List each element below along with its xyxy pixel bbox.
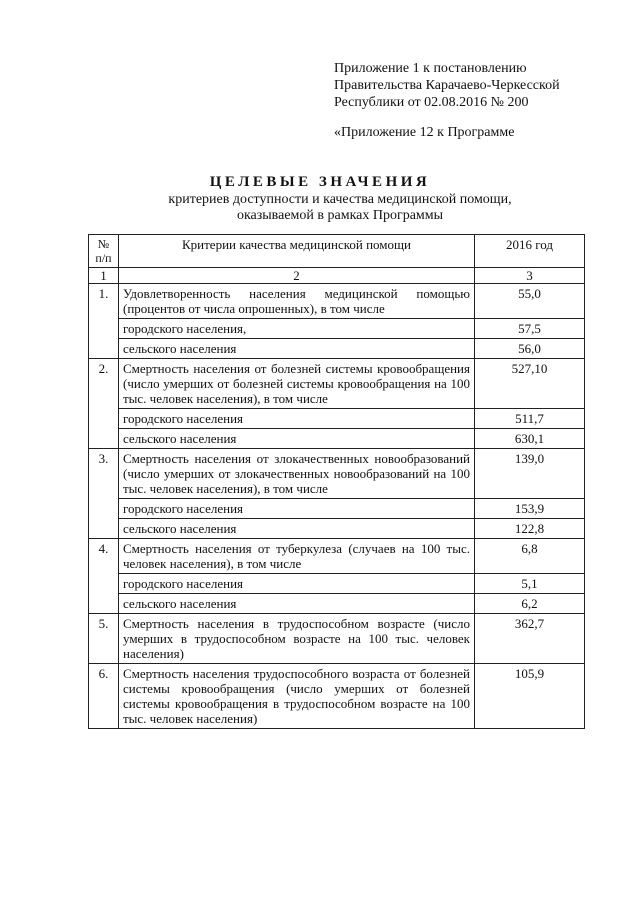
table-row bbox=[89, 449, 585, 499]
criterion-value: 139,0 bbox=[475, 449, 585, 499]
table-subrow bbox=[89, 429, 585, 449]
table-row bbox=[89, 664, 585, 729]
document-subtitle bbox=[110, 192, 570, 224]
subcriterion-value: 630,1 bbox=[475, 429, 585, 449]
row-number: 4. bbox=[89, 539, 119, 614]
row-number: 1. bbox=[89, 284, 119, 359]
criterion-value: 105,9 bbox=[475, 664, 585, 729]
header-num: № п/п bbox=[89, 235, 119, 268]
table-row bbox=[89, 539, 585, 574]
table-subrow bbox=[89, 409, 585, 429]
table-subrow bbox=[89, 594, 585, 614]
subcriterion-text: сельского населения bbox=[119, 429, 475, 449]
table-body bbox=[89, 284, 585, 729]
subcriterion-value: 56,0 bbox=[475, 339, 585, 359]
subcriterion-value: 511,7 bbox=[475, 409, 585, 429]
criterion-text: Смертность населения в трудоспособном возрасте (число умерших в трудоспособном возрасте на 100 тыс. человек населения) bbox=[119, 614, 475, 664]
criteria-table bbox=[88, 234, 585, 729]
criterion-text: Удовлетворенность населения медицинской помощью (процентов от числа опрошенных), в том числе bbox=[119, 284, 475, 319]
table-header-row bbox=[89, 235, 585, 268]
subcriterion-text: городского населения bbox=[119, 499, 475, 519]
criterion-text: Смертность населения от злокачественных новообразований (число умерших от злокачественных новообразований на 100 тыс. человек населения), в том числе bbox=[119, 449, 475, 499]
header-year: 2016 год bbox=[475, 235, 585, 268]
index-cell: 3 bbox=[475, 268, 585, 284]
row-number: 5. bbox=[89, 614, 119, 664]
header-criteria: Критерии качества медицинской помощи bbox=[119, 235, 475, 268]
criterion-text: Смертность населения трудоспособного возраста от болезней системы кровообращения (число умерших от болезней системы кровообращения в трудоспособном возрасте на 100 тыс. человек населения) bbox=[119, 664, 475, 729]
subcriterion-text: сельского населения bbox=[119, 519, 475, 539]
document-title: ЦЕЛЕВЫЕ ЗНАЧЕНИЯ bbox=[209, 174, 431, 190]
subcriterion-value: 153,9 bbox=[475, 499, 585, 519]
subtitle-line-2: оказываемой в рамках Программы bbox=[236, 208, 444, 223]
subcriterion-value: 6,2 bbox=[475, 594, 585, 614]
index-cell: 1 bbox=[89, 268, 119, 284]
criterion-value: 527,10 bbox=[475, 359, 585, 409]
program-reference: «Приложение 12 к Программе bbox=[334, 125, 515, 140]
resolution-reference bbox=[334, 60, 560, 111]
subcriterion-value: 122,8 bbox=[475, 519, 585, 539]
header-line-3: Республики от 02.08.2016 № 200 bbox=[334, 95, 529, 110]
table-subrow bbox=[89, 499, 585, 519]
table-row bbox=[89, 614, 585, 664]
subtitle-line-1: критериев доступности и качества медицинской помощи, bbox=[168, 192, 512, 207]
table-subrow bbox=[89, 519, 585, 539]
subcriterion-text: городского населения bbox=[119, 409, 475, 429]
subcriterion-value: 57,5 bbox=[475, 319, 585, 339]
subcriterion-text: сельского населения bbox=[119, 339, 475, 359]
criterion-value: 362,7 bbox=[475, 614, 585, 664]
subcriterion-text: сельского населения bbox=[119, 594, 475, 614]
table-row bbox=[89, 359, 585, 409]
table-row bbox=[89, 284, 585, 319]
table-subrow bbox=[89, 574, 585, 594]
column-index-row bbox=[89, 268, 585, 284]
header-line-2: Правительства Карачаево-Черкесской bbox=[334, 78, 560, 93]
subcriterion-value: 5,1 bbox=[475, 574, 585, 594]
criterion-value: 6,8 bbox=[475, 539, 585, 574]
row-number: 2. bbox=[89, 359, 119, 449]
criterion-value: 55,0 bbox=[475, 284, 585, 319]
subcriterion-text: городского населения bbox=[119, 574, 475, 594]
row-number: 6. bbox=[89, 664, 119, 729]
subcriterion-text: городского населения, bbox=[119, 319, 475, 339]
table-subrow bbox=[89, 319, 585, 339]
row-number: 3. bbox=[89, 449, 119, 539]
criterion-text: Смертность населения от туберкулеза (случаев на 100 тыс. человек населения), в том числе bbox=[119, 539, 475, 574]
table-subrow bbox=[89, 339, 585, 359]
header-line-1: Приложение 1 к постановлению bbox=[334, 61, 527, 76]
criterion-text: Смертность населения от болезней системы кровообращения (число умерших от болезней системы кровообращения на 100 тыс. человек населения), в том числе bbox=[119, 359, 475, 409]
index-cell: 2 bbox=[119, 268, 475, 284]
